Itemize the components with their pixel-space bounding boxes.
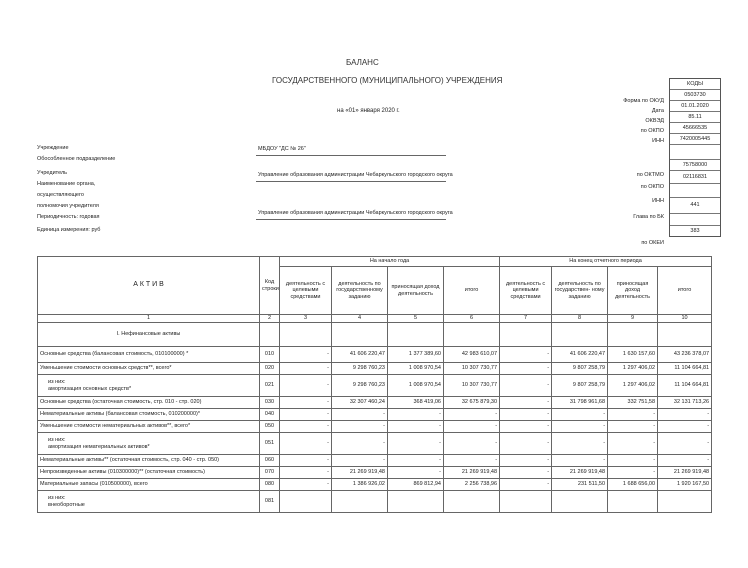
okpo2-label: по ОКПО (640, 184, 664, 190)
body-underline (256, 219, 446, 220)
okei-value: 383 (690, 228, 700, 234)
row-value-c7: - (500, 433, 552, 455)
row-value-c6: 32 675 879,30 (444, 397, 500, 409)
founder-underline (256, 181, 446, 182)
okud-label: Форма по ОКУД (623, 98, 664, 104)
row-name: Уменьшение стоимости основных средств**, всего* (38, 363, 260, 375)
okpo2-value: 02116831 (670, 171, 720, 184)
row-value-c3: - (280, 479, 332, 491)
row-value-c7: - (500, 409, 552, 421)
row-value-c6: - (444, 421, 500, 433)
row-value-c6: - (444, 455, 500, 467)
row-value-c3: - (280, 467, 332, 479)
end-period-header: На конец отчетного периода (500, 257, 712, 267)
table-row (38, 397, 712, 409)
body-label-1: Наименование органа, (37, 181, 96, 187)
start-period-header: На начало года (280, 257, 500, 267)
row-code: 010 (260, 347, 280, 363)
institution-underline (256, 155, 446, 156)
row-value-c3: - (280, 421, 332, 433)
row-value-c5: 869 812,94 (388, 479, 444, 491)
row-value-c10: - (658, 433, 712, 455)
row-code: 080 (260, 479, 280, 491)
col-num: 6 (444, 315, 500, 323)
table-row (38, 479, 712, 491)
row-name: Нематериальные активы (балансовая стоимость, 010200000)* (38, 409, 260, 421)
spacer-cell-2 (670, 214, 720, 226)
col-num: 7 (500, 315, 552, 323)
row-value-c3: - (280, 433, 332, 455)
founder-value: Управление образования администрации Чебаркульского городского округа (258, 172, 453, 178)
row-value-c5: - (388, 421, 444, 433)
row-value-c6: 10 307 730,77 (444, 363, 500, 375)
section-title: I. Нефинансовые активы (38, 323, 260, 347)
col-income-end-header: приносящая доход деятельность (608, 267, 658, 315)
row-value-c4: 9 298 760,23 (332, 375, 388, 397)
table-row (38, 491, 712, 513)
table-row (38, 363, 712, 375)
col-target-end-header: деятельность с целевыми средствами (500, 267, 552, 315)
col-target-header: деятельность с целевыми средствами (280, 267, 332, 315)
row-value-c6 (444, 491, 500, 513)
period-label: Периодичность: годовая (37, 214, 100, 220)
col-state-end-header: деятельность по государствен- ному заданию (552, 267, 608, 315)
spacer-cell (670, 145, 720, 160)
okpo-label: по ОКПО (640, 128, 664, 134)
row-value-c8 (552, 491, 608, 513)
row-value-c4: - (332, 409, 388, 421)
row-value-c4: 41 606 220,47 (332, 347, 388, 363)
row-value-c9: 1 688 656,00 (608, 479, 658, 491)
row-name: Основные средства (балансовая стоимость, 010100000) * (38, 347, 260, 363)
table-body (38, 347, 712, 513)
row-value-c3: - (280, 397, 332, 409)
row-code: 051 (260, 433, 280, 455)
row-name (38, 375, 260, 397)
row-value-c3 (280, 491, 332, 513)
row-value-c10: 32 131 713,26 (658, 397, 712, 409)
oktmo-value: 75758000 (670, 160, 720, 171)
row-value-c5: 1 008 970,54 (388, 363, 444, 375)
row-code: 020 (260, 363, 280, 375)
column-numbers-row (38, 315, 712, 323)
body-label-2: осуществляющего (37, 192, 84, 198)
row-value-c5: - (388, 455, 444, 467)
document-subtitle: ГОСУДАРСТВЕННОГО (МУНИЦИПАЛЬНОГО) УЧРЕЖДЕНИЯ (272, 76, 503, 85)
okud-value: 0503730 (670, 90, 720, 101)
subdivision-label: Обособленное подразделение (37, 156, 116, 162)
row-value-c5: 1 377 389,60 (388, 347, 444, 363)
unit-label: Единица измерения: руб (37, 227, 101, 233)
body-value: Управление образования администрации Чебаркульского городского округа (258, 210, 453, 216)
row-value-c6: - (444, 409, 500, 421)
code-header: Код строки (260, 257, 280, 315)
bk-value: 441 (670, 198, 720, 214)
row-value-c9: - (608, 433, 658, 455)
row-value-c10 (658, 491, 712, 513)
row-value-c9: 1 297 406,02 (608, 375, 658, 397)
row-value-c8: - (552, 455, 608, 467)
row-value-c4: - (332, 421, 388, 433)
row-value-c4: 1 386 926,02 (332, 479, 388, 491)
row-value-c5: 368 419,06 (388, 397, 444, 409)
row-value-c10: - (658, 409, 712, 421)
row-value-c7: - (500, 421, 552, 433)
row-name-prefix: из них: (48, 379, 66, 386)
codes-head: КОДЫ (670, 79, 720, 90)
founder-label: Учредитель (37, 170, 68, 176)
row-value-c6: 2 256 738,96 (444, 479, 500, 491)
row-value-c8: - (552, 433, 608, 455)
okved-value: 85.11 (670, 112, 720, 123)
row-value-c7: - (500, 375, 552, 397)
okei-label: по ОКЕИ (641, 240, 664, 246)
row-name: Основные средства (остаточная стоимость, стр. 010 - стр. 020) (38, 397, 260, 409)
row-code: 050 (260, 421, 280, 433)
row-value-c10: 11 104 664,81 (658, 363, 712, 375)
row-code: 040 (260, 409, 280, 421)
col-num: 5 (388, 315, 444, 323)
row-value-c8: 21 269 919,48 (552, 467, 608, 479)
col-num: 10 (658, 315, 712, 323)
date-value: 01.01.2020 (670, 101, 720, 112)
inn2-label: ИНН (652, 198, 664, 204)
row-value-c3: - (280, 375, 332, 397)
table-row (38, 409, 712, 421)
row-value-c9: 332 751,58 (608, 397, 658, 409)
row-value-c9: - (608, 455, 658, 467)
row-value-c5: - (388, 433, 444, 455)
inn-label: ИНН (652, 138, 664, 144)
row-value-c9: 1 297 406,02 (608, 363, 658, 375)
table-row (38, 433, 712, 455)
row-value-c10: - (658, 421, 712, 433)
row-code: 021 (260, 375, 280, 397)
row-value-c6: 42 983 610,07 (444, 347, 500, 363)
row-value-c3: - (280, 409, 332, 421)
col-num: 4 (332, 315, 388, 323)
row-value-c7: - (500, 363, 552, 375)
row-value-c7: - (500, 479, 552, 491)
row-value-c8: - (552, 409, 608, 421)
row-value-c4 (332, 491, 388, 513)
row-value-c7: - (500, 347, 552, 363)
row-value-c3: - (280, 347, 332, 363)
col-num: 2 (260, 315, 280, 323)
table-row (38, 455, 712, 467)
row-name-sub: внеоборотные (48, 501, 85, 508)
row-name-sub: амортизация нематериальных активов* (48, 443, 150, 450)
row-value-c8: 41 606 220,47 (552, 347, 608, 363)
row-value-c6: 21 269 919,48 (444, 467, 500, 479)
row-value-c9: - (608, 409, 658, 421)
row-name: Нематериальные активы** (остаточная стоимость, стр. 040 - стр. 050) (38, 455, 260, 467)
row-value-c4: - (332, 455, 388, 467)
row-value-c8: - (552, 421, 608, 433)
row-value-c8: 231 511,50 (552, 479, 608, 491)
bk-label: Глава по БК (633, 214, 664, 220)
col-num: 8 (552, 315, 608, 323)
section-row (38, 323, 712, 347)
date-label: Дата (651, 108, 664, 114)
table-row (38, 421, 712, 433)
row-value-c9: - (608, 421, 658, 433)
row-value-c5: - (388, 409, 444, 421)
row-value-c9: 1 630 157,60 (608, 347, 658, 363)
row-value-c8: 9 807 258,79 (552, 375, 608, 397)
codes-box (669, 78, 721, 237)
inn-value: 7420005445 (670, 134, 720, 145)
row-value-c10: - (658, 455, 712, 467)
oktmo-label: по ОКТМО (636, 172, 664, 178)
row-value-c10: 21 269 919,48 (658, 467, 712, 479)
row-value-c7: - (500, 455, 552, 467)
row-code: 030 (260, 397, 280, 409)
row-name: Материальные запасы (010500000), всего (38, 479, 260, 491)
row-value-c4: - (332, 433, 388, 455)
row-value-c10: 43 236 378,07 (658, 347, 712, 363)
row-value-c6: 10 307 730,77 (444, 375, 500, 397)
col-total-header: итого (444, 267, 500, 315)
col-num: 3 (280, 315, 332, 323)
row-value-c6: - (444, 433, 500, 455)
row-value-c4: 9 298 760,23 (332, 363, 388, 375)
row-value-c5 (388, 491, 444, 513)
col-num: 9 (608, 315, 658, 323)
institution-label: Учреждение (37, 145, 69, 151)
row-name: Уменьшение стоимости нематериальных активов**, всего* (38, 421, 260, 433)
row-name-prefix: из них: (48, 495, 66, 502)
body-label-3: полномочия учредителя (37, 203, 99, 209)
report-date: на «01» января 2020 г. (337, 108, 400, 114)
row-value-c9: - (608, 467, 658, 479)
aktiv-header: А К Т И В (38, 257, 260, 315)
okpo-value: 45666535 (670, 123, 720, 134)
col-num: 1 (38, 315, 260, 323)
row-value-c7: - (500, 467, 552, 479)
row-value-c5: - (388, 467, 444, 479)
row-value-c8: 9 807 258,79 (552, 363, 608, 375)
row-value-c3: - (280, 455, 332, 467)
row-name-prefix: из них: (48, 437, 66, 444)
col-total-end-header: итого (658, 267, 712, 315)
row-value-c5: 1 008 970,54 (388, 375, 444, 397)
table-row (38, 347, 712, 363)
table-row (38, 375, 712, 397)
row-value-c10: 1 920 167,50 (658, 479, 712, 491)
row-name-sub: амортизация основных средств* (48, 385, 132, 392)
row-value-c4: 21 269 919,48 (332, 467, 388, 479)
inn2-value (670, 184, 720, 198)
row-code: 081 (260, 491, 280, 513)
row-value-c8: 31 798 961,68 (552, 397, 608, 409)
row-value-c9 (608, 491, 658, 513)
row-value-c7: - (500, 397, 552, 409)
row-code: 070 (260, 467, 280, 479)
col-income-header: приносящая доход деятельность (388, 267, 444, 315)
balance-table (37, 256, 712, 513)
row-value-c3: - (280, 363, 332, 375)
row-code: 060 (260, 455, 280, 467)
row-name: Непроизведенные активы (010300000)** (остаточная стоимость) (38, 467, 260, 479)
okved-label: ОКВЭД (645, 118, 664, 124)
institution-value: МБДОУ "ДС № 26" (258, 146, 306, 152)
document-title: БАЛАНС (346, 58, 379, 67)
row-value-c10: 11 104 664,81 (658, 375, 712, 397)
row-value-c7 (500, 491, 552, 513)
col-state-header: деятельность по государственному заданию (332, 267, 388, 315)
row-name (38, 433, 260, 455)
row-value-c4: 32 307 460,24 (332, 397, 388, 409)
table-row (38, 467, 712, 479)
row-name (38, 491, 260, 513)
